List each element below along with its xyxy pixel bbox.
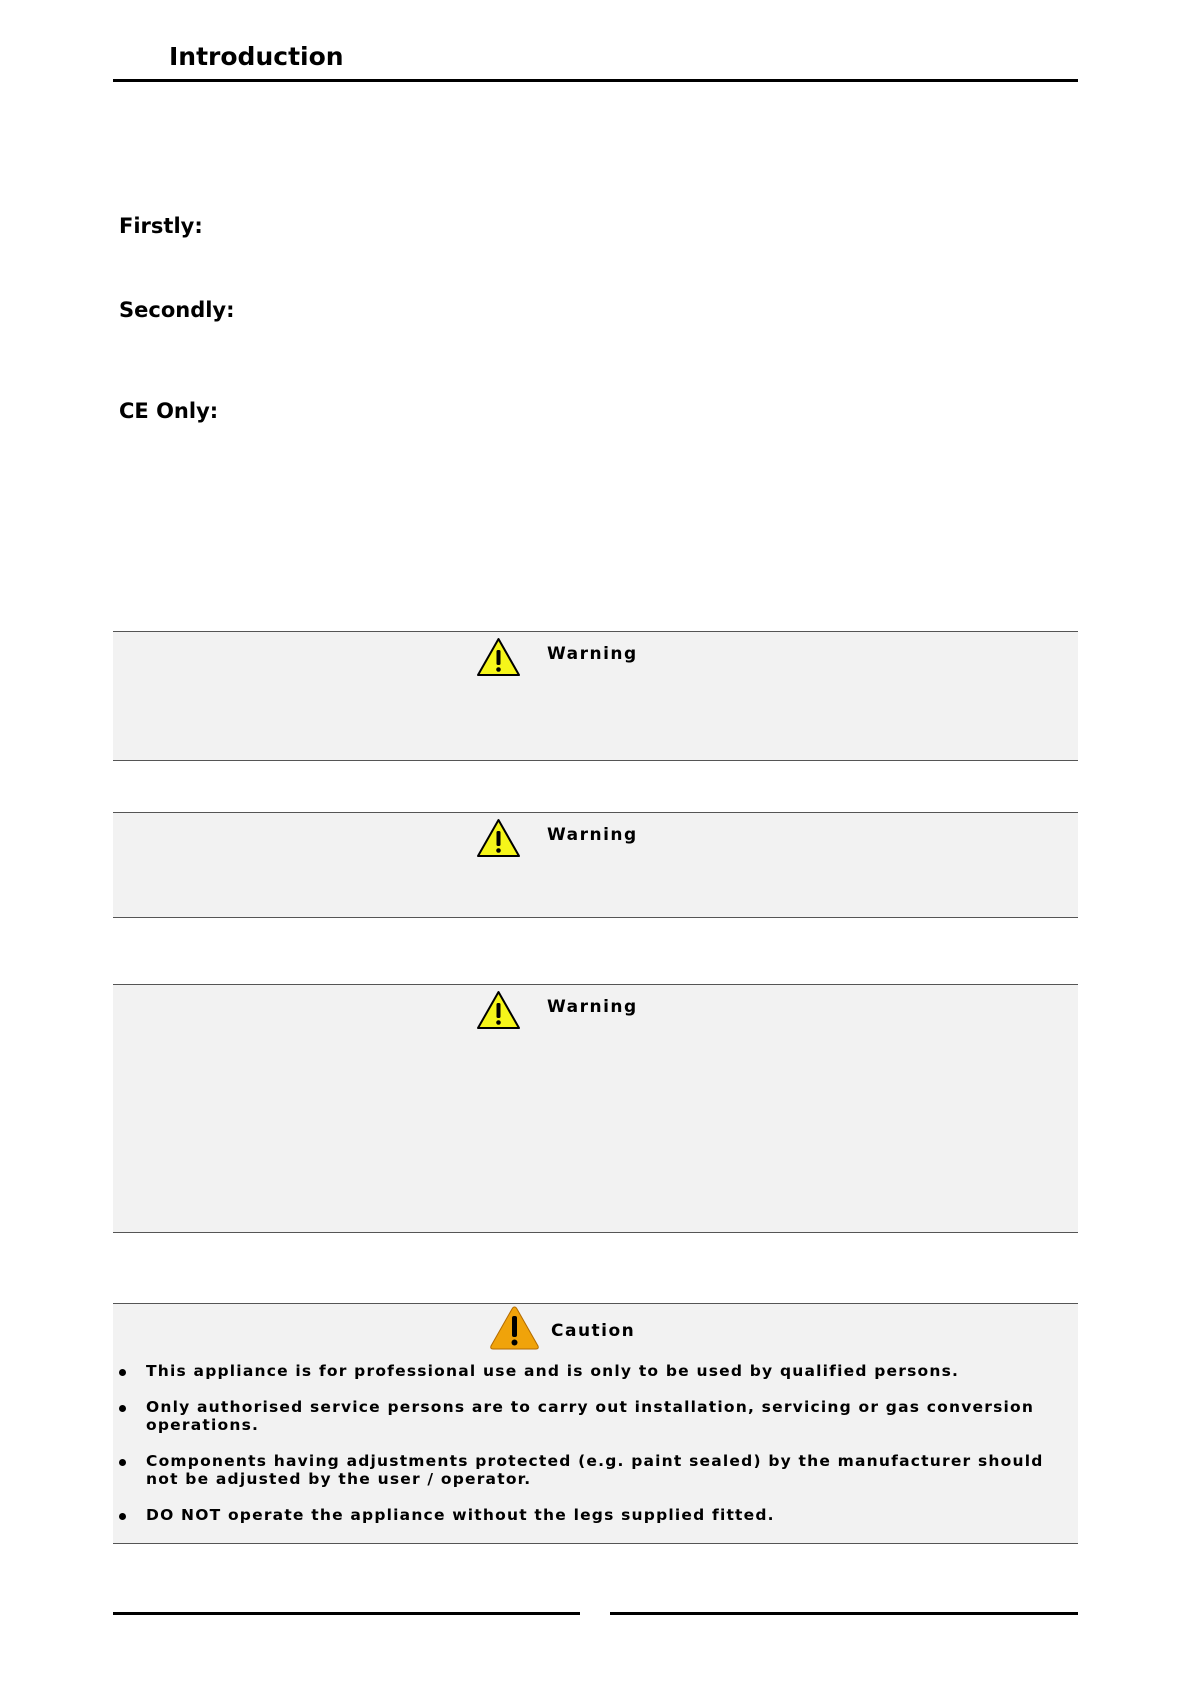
caution-item-text: DO NOT operate the appliance without the legs supplied fitted. — [146, 1506, 775, 1524]
warning-header — [113, 813, 1078, 863]
list-item — [113, 1452, 1046, 1488]
warning-header — [113, 985, 1078, 1035]
caution-item-text: Components having adjustments protected (e.g. paint sealed) by the manufacturer should not be adjusted by the user / operator. — [146, 1452, 1044, 1488]
title-rule — [113, 79, 1078, 82]
list-item — [113, 1398, 1046, 1434]
warning-box — [113, 812, 1078, 918]
caution-triangle-icon — [489, 1305, 540, 1351]
warning-triangle-icon — [476, 990, 521, 1030]
bullet-icon — [119, 1405, 126, 1412]
bullet-icon — [119, 1369, 126, 1376]
list-item — [113, 1506, 1046, 1524]
warning-heading: Warning — [547, 997, 638, 1017]
caution-box — [113, 1303, 1078, 1544]
warning-triangle-icon — [476, 818, 521, 858]
warning-triangle-icon — [476, 637, 521, 677]
warning-box — [113, 631, 1078, 761]
bullet-icon — [119, 1459, 126, 1466]
caution-heading: Caution — [551, 1321, 636, 1341]
label-ce-only: CE Only: — [119, 399, 219, 423]
warning-header — [113, 632, 1078, 682]
list-item — [113, 1362, 1046, 1380]
warning-heading: Warning — [547, 825, 638, 845]
label-secondly: Secondly: — [119, 298, 235, 322]
footer-rule-left — [113, 1612, 580, 1615]
page-title: Introduction — [169, 42, 344, 71]
label-firstly: Firstly: — [119, 214, 203, 238]
caution-item-text: This appliance is for professional use and is only to be used by qualified persons. — [146, 1362, 960, 1380]
caution-item-text: Only authorised service persons are to carry out installation, servicing or gas conversion operations. — [146, 1398, 1035, 1434]
bullet-icon — [119, 1513, 126, 1520]
caution-list — [113, 1362, 1078, 1542]
footer-rule-right — [610, 1612, 1078, 1615]
warning-box — [113, 984, 1078, 1233]
caution-header — [113, 1304, 1078, 1354]
warning-heading: Warning — [547, 644, 638, 664]
